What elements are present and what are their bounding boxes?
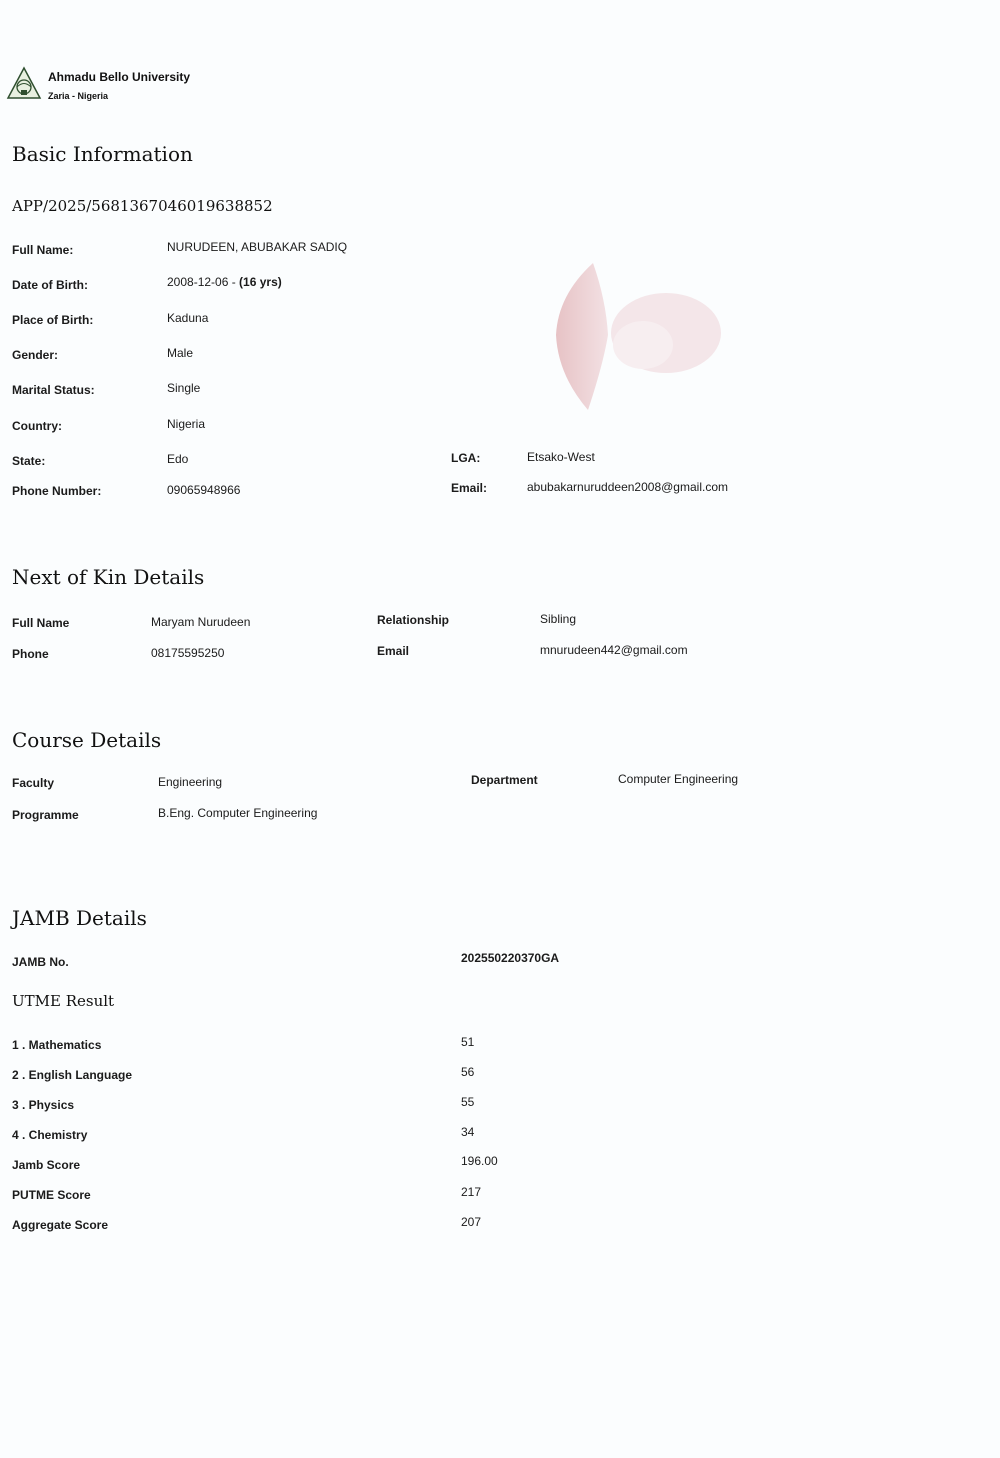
- programme-value: B.Eng. Computer Engineering: [158, 806, 318, 820]
- kin-email-value: mnurudeen442@gmail.com: [540, 643, 688, 657]
- faculty-label: Faculty: [12, 776, 55, 790]
- score-row-label: 3 . Physics: [12, 1098, 75, 1112]
- dob-age: (16 yrs): [239, 275, 282, 289]
- phone-value: 09065948966: [167, 483, 241, 497]
- score-row-label: Aggregate Score: [12, 1218, 109, 1232]
- score-row-value: 55: [461, 1095, 475, 1109]
- kin-heading: Next of Kin Details: [12, 565, 205, 589]
- kin-phone-label: Phone: [12, 647, 49, 661]
- basic-info-heading: Basic Information: [12, 142, 193, 166]
- university-name: Ahmadu Bello University: [48, 70, 191, 84]
- score-row-label: 1 . Mathematics: [12, 1038, 102, 1052]
- faculty-value: Engineering: [158, 775, 223, 789]
- state-value: Edo: [167, 452, 189, 466]
- jamb-no-label: JAMB No.: [12, 955, 69, 969]
- application-number: APP/2025/5681367046019638852: [12, 197, 273, 215]
- score-row-value: 196.00: [461, 1154, 498, 1168]
- full-name-label: Full Name:: [12, 243, 74, 257]
- kin-email-label: Email: [377, 644, 410, 658]
- score-row-label: 4 . Chemistry: [12, 1128, 88, 1142]
- kin-relationship-label: Relationship: [377, 613, 450, 627]
- university-logo-icon: [6, 66, 42, 100]
- utme-heading: UTME Result: [12, 992, 115, 1010]
- score-row-label: Jamb Score: [12, 1158, 81, 1172]
- email-value: abubakarnuruddeen2008@gmail.com: [527, 480, 728, 494]
- course-heading: Course Details: [12, 728, 162, 752]
- programme-label: Programme: [12, 808, 79, 822]
- pob-value: Kaduna: [167, 311, 209, 325]
- department-label: Department: [471, 773, 538, 787]
- kin-phone-value: 08175595250: [151, 646, 225, 660]
- gender-value: Male: [167, 346, 194, 360]
- country-label: Country:: [12, 419, 62, 433]
- marital-label: Marital Status:: [12, 383, 95, 397]
- dob-date: 2008-12-06 -: [167, 275, 240, 289]
- score-row-value: 34: [461, 1125, 475, 1139]
- email-label: Email:: [451, 481, 488, 495]
- dob-value: [167, 275, 282, 289]
- lga-value: Etsako-West: [527, 450, 595, 464]
- score-row-value: 51: [461, 1035, 475, 1049]
- score-row-value: 217: [461, 1185, 482, 1199]
- kin-name-value: Maryam Nurudeen: [151, 615, 251, 629]
- score-row-label: 2 . English Language: [12, 1068, 133, 1082]
- university-location: Zaria - Nigeria: [48, 91, 109, 101]
- full-name-value: NURUDEEN, ABUBAKAR SADIQ: [167, 240, 348, 254]
- jamb-heading: JAMB Details: [12, 906, 147, 930]
- gender-label: Gender:: [12, 348, 59, 362]
- pob-label: Place of Birth:: [12, 313, 94, 327]
- passport-photo: [548, 255, 728, 415]
- score-row-value: 56: [461, 1065, 475, 1079]
- state-label: State:: [12, 454, 46, 468]
- marital-value: Single: [167, 381, 201, 395]
- department-value: Computer Engineering: [618, 772, 739, 786]
- country-value: Nigeria: [167, 417, 206, 431]
- kin-relationship-value: Sibling: [540, 612, 577, 626]
- score-row-value: 207: [461, 1215, 482, 1229]
- jamb-no-value: 202550220370GA: [461, 951, 560, 965]
- dob-label: Date of Birth:: [12, 278, 88, 292]
- phone-label: Phone Number:: [12, 484, 102, 498]
- kin-name-label: Full Name: [12, 616, 70, 630]
- score-row-label: PUTME Score: [12, 1188, 91, 1202]
- lga-label: LGA:: [451, 451, 481, 465]
